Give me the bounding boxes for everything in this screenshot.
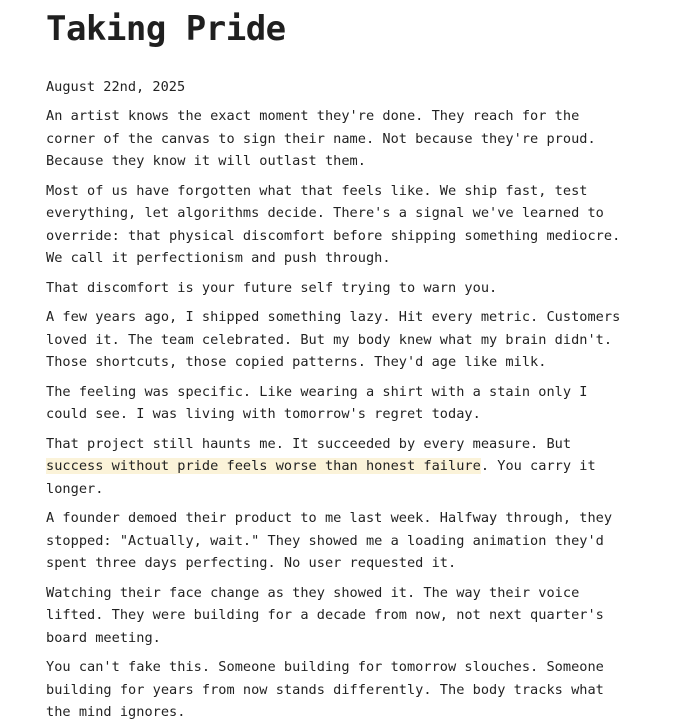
paragraph-8 — [46, 582, 686, 650]
paragraph-line: stopped: "Actually, wait." They showed me a loading animation they'd — [46, 532, 604, 549]
paragraph-line: An artist knows the exact moment they're done. They reach for the — [46, 108, 580, 124]
paragraph-line: Most of us have forgotten what that feels like. We ship fast, test — [46, 182, 588, 199]
highlighted-quote: success without pride feels worse than honest failure — [46, 458, 481, 474]
paragraph-line: everything, let algorithms decide. There's a signal we've learned to — [46, 205, 604, 221]
paragraph-line-rest: . You carry it — [480, 458, 596, 474]
paragraph-line: spent three days perfecting. No user requested it. — [46, 555, 457, 571]
paragraph-line: You can't fake this. Someone building for tomorrow slouches. Someone — [46, 659, 604, 675]
paragraph-line: could see. I was living with tomorrow's regret today. — [46, 406, 481, 422]
paragraph-line: the mind ignores. — [46, 704, 186, 720]
paragraph-line: A founder demoed their product to me last week. Halfway through, they — [46, 510, 613, 526]
paragraph-line: That discomfort is your future self trying to warn you. — [46, 279, 498, 296]
article — [46, 0, 686, 724]
paragraph-line: corner of the canvas to sign their name. Not because they're proud. — [46, 130, 596, 147]
paragraph-7 — [46, 507, 686, 575]
paragraph-line: Because they know it will outlast them. — [46, 153, 366, 169]
paragraph-line: That project still haunts me. It succeeded by every measure. But — [46, 435, 572, 452]
paragraph-4 — [46, 306, 686, 374]
paragraph-2 — [46, 180, 686, 270]
paragraph-line: Watching their face change as they showed it. The way their voice — [46, 584, 580, 601]
paragraph-1 — [46, 105, 686, 173]
paragraph-9 — [46, 656, 686, 724]
paragraph-5 — [46, 381, 686, 426]
paragraph-6 — [46, 433, 686, 501]
paragraph-line: A few years ago, I shipped something lazy. Hit every metric. Customers — [46, 309, 621, 325]
paragraph-line: Those shortcuts, those copied patterns. They'd age like milk. — [46, 354, 547, 370]
paragraph-line: We call it perfectionism and push through. — [46, 250, 391, 266]
paragraph-line — [46, 455, 686, 478]
paragraph-line: longer. — [46, 480, 104, 497]
paragraph-line: lifted. They were building for a decade from now, not next quarter's — [46, 607, 604, 623]
article-title: Taking Pride — [46, 9, 286, 49]
paragraph-line: override: that physical discomfort before shipping something mediocre. — [46, 227, 621, 244]
paragraph-line: loved it. The team celebrated. But my body knew what my brain didn't. — [46, 331, 613, 348]
paragraph-line: The feeling was specific. Like wearing a shirt with a stain only I — [46, 383, 588, 400]
paragraph-line: board meeting. — [46, 629, 161, 646]
paragraph-line: building for years from now stands differently. The body tracks what — [46, 681, 604, 698]
article-date: August 22nd, 2025 — [46, 79, 186, 95]
paragraph-3 — [46, 277, 686, 300]
